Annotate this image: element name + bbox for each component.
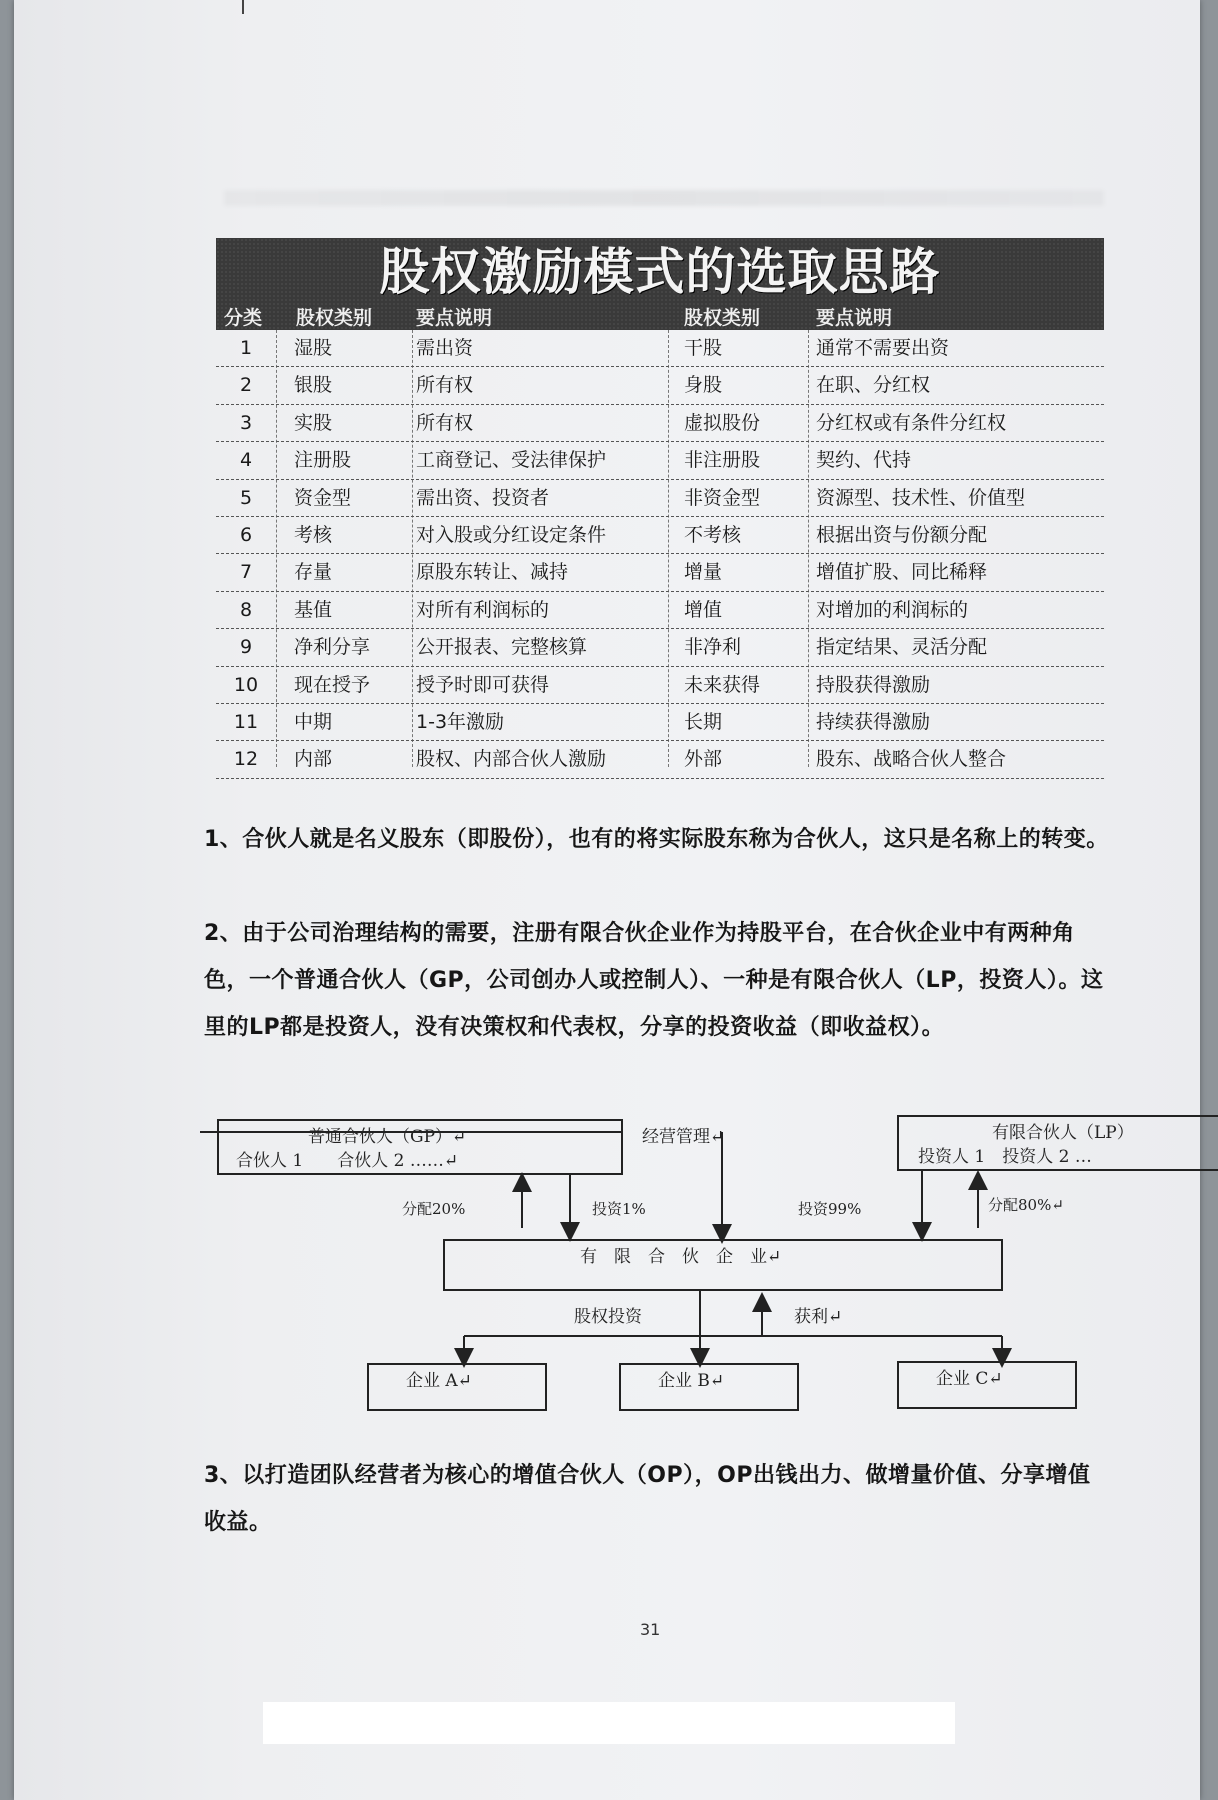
- notes-b: 对增加的利润标的: [816, 598, 969, 621]
- equity-type-a: 内部: [294, 748, 333, 771]
- row-number: 1: [239, 337, 253, 359]
- equity-type-a: 基值: [294, 598, 333, 621]
- equity-type-b: 非资金型: [684, 486, 761, 509]
- notes-a: 对所有利润标的: [416, 598, 550, 621]
- row-number: 3: [239, 411, 253, 434]
- notes-a: 1-3年激励: [416, 710, 505, 733]
- row-number: 2: [239, 374, 253, 397]
- equity-type-a: 湿股: [294, 337, 333, 359]
- notes-a: 所有权: [416, 374, 474, 397]
- notes-a: 股权、内部合伙人激励: [416, 748, 607, 771]
- equity-type-a: 存量: [294, 561, 333, 584]
- equity-type-a: 实股: [294, 411, 333, 434]
- company-a-label: 企业 A↵: [406, 1371, 472, 1391]
- equity-type-a: 注册股: [294, 449, 352, 472]
- row-number: 4: [239, 449, 253, 472]
- equity-type-b: 增量: [684, 561, 723, 584]
- paragraph-1: 1、合伙人就是名义股东（即股份），也有的将实际股东称为合伙人，这只是名称上的转变。: [204, 827, 1109, 852]
- notes-b: 分红权或有条件分红权: [816, 411, 1007, 434]
- table-row: [216, 554, 1104, 591]
- paragraph-2: 2、由于公司治理结构的需要，注册有限合伙企业作为持股平台，在合伙企业中有两种角色，一个普通合伙人（GP，公司创办人或控制人）、一种是有限合伙人（LP，投资人）。这里的LP都是投资人，没有决策权和代表权，分享的投资收益（即收益权）。: [204, 921, 1104, 1040]
- redaction-bar: [263, 1702, 955, 1744]
- partnership-diagram: [200, 1108, 1218, 1428]
- equity-invest-label: 股权投资: [574, 1307, 642, 1327]
- lp-members: 投资人 1 投资人 2 …: [918, 1147, 1092, 1167]
- notes-b: 资源型、技术性、价值型: [816, 486, 1026, 509]
- equity-type-b: 身股: [684, 374, 723, 397]
- notes-b: 增值扩股、同比稀释: [816, 561, 988, 584]
- row-number: 8: [239, 598, 253, 621]
- equity-type-b: 外部: [684, 748, 723, 771]
- lp-title: 有限合伙人（LP）: [992, 1123, 1134, 1143]
- notes-b: 契约、代持: [816, 449, 912, 472]
- notes-a: 工商登记、受法律保护: [416, 449, 607, 472]
- header-equity-type-a: 股权类别: [296, 307, 373, 329]
- row-number: 6: [239, 523, 253, 546]
- notes-a: 原股东转让、减持: [416, 561, 569, 584]
- notes-a: 需出资: [416, 337, 474, 359]
- table-header-banner: [216, 238, 1104, 330]
- gp-members: 合伙人 1 合伙人 2 ……↵: [236, 1151, 459, 1171]
- table-row: [216, 480, 1104, 517]
- table-row: [216, 704, 1104, 741]
- invest-gp-label: 投资1%: [592, 1200, 646, 1218]
- edge-mark: [242, 0, 244, 14]
- header-category: 分类: [224, 307, 263, 329]
- table-title: 股权激励模式的选取思路: [379, 243, 941, 301]
- table-row: [216, 367, 1104, 404]
- equity-type-a: 中期: [294, 710, 333, 733]
- equity-type-a: 考核: [294, 523, 333, 546]
- equity-type-b: 非净利: [684, 636, 742, 659]
- equity-type-b: 非注册股: [684, 449, 761, 472]
- equity-type-a: 银股: [294, 374, 333, 397]
- equity-type-b: 虚拟股份: [684, 411, 761, 434]
- paragraph-3: 3、以打造团队经营者为核心的增值合伙人（OP），OP出钱出力、做增量价值、分享增值收益。: [204, 1463, 1091, 1535]
- diagram-svg: [200, 1108, 1218, 1428]
- notes-b: 通常不需要出资: [816, 337, 950, 359]
- row-number: 12: [233, 748, 259, 771]
- header-equity-type-b: 股权类别: [684, 307, 761, 329]
- row-number: 9: [239, 636, 253, 659]
- dist-lp-label: 分配80%↵: [988, 1196, 1064, 1214]
- notes-b: 根据出资与份额分配: [816, 523, 988, 546]
- notes-b: 在职、分红权: [816, 374, 931, 397]
- row-number: 7: [239, 561, 253, 584]
- row-number: 10: [233, 673, 259, 696]
- gp-title: 普通合伙人（GP）↵: [308, 1127, 467, 1147]
- invest-lp-label: 投资99%: [798, 1200, 862, 1218]
- notes-a: 所有权: [416, 411, 474, 434]
- profit-label: 获利↵: [794, 1307, 843, 1327]
- page-number: 31: [640, 1620, 661, 1639]
- notes-a: 公开报表、完整核算: [416, 636, 588, 659]
- notes-b: 指定结果、灵活分配: [816, 636, 988, 659]
- equity-type-a: 净利分享: [294, 636, 371, 659]
- table-row: [216, 517, 1104, 554]
- notes-b: 持续获得激励: [816, 710, 931, 733]
- equity-type-b: 不考核: [684, 523, 742, 546]
- partnership-label: 有 限 合 伙 企 业↵: [580, 1247, 782, 1267]
- table-row: [216, 629, 1104, 666]
- table-row: [216, 592, 1104, 629]
- table-row: [216, 405, 1104, 442]
- table-row: [216, 741, 1104, 778]
- row-number: 11: [233, 710, 259, 733]
- equity-type-a: 现在授予: [294, 673, 371, 696]
- dist-gp-label: 分配20%: [402, 1200, 466, 1218]
- table-row: [216, 667, 1104, 704]
- notes-a: 需出资、投资者: [416, 486, 550, 509]
- table-body: [216, 330, 1104, 779]
- notes-b: 股东、战略合伙人整合: [816, 748, 1007, 771]
- equity-type-b: 长期: [684, 710, 723, 733]
- company-b-label: 企业 B↵: [658, 1371, 725, 1391]
- equity-type-b: 干股: [684, 337, 723, 359]
- equity-type-b: 未来获得: [684, 673, 761, 696]
- management-label: 经营管理↵: [642, 1127, 725, 1147]
- bleed-through-text: [224, 190, 1104, 206]
- equity-type-a: 资金型: [294, 486, 352, 509]
- notes-b: 持股获得激励: [816, 673, 931, 696]
- company-c-label: 企业 C↵: [936, 1369, 1003, 1389]
- header-notes-a: 要点说明: [416, 307, 493, 329]
- notes-a: 授予时即可获得: [416, 673, 550, 696]
- equity-type-b: 增值: [684, 598, 723, 621]
- notes-a: 对入股或分红设定条件: [416, 523, 607, 546]
- header-notes-b: 要点说明: [816, 307, 893, 329]
- table-row: [216, 330, 1104, 367]
- table-row: [216, 442, 1104, 479]
- row-number: 5: [239, 486, 253, 509]
